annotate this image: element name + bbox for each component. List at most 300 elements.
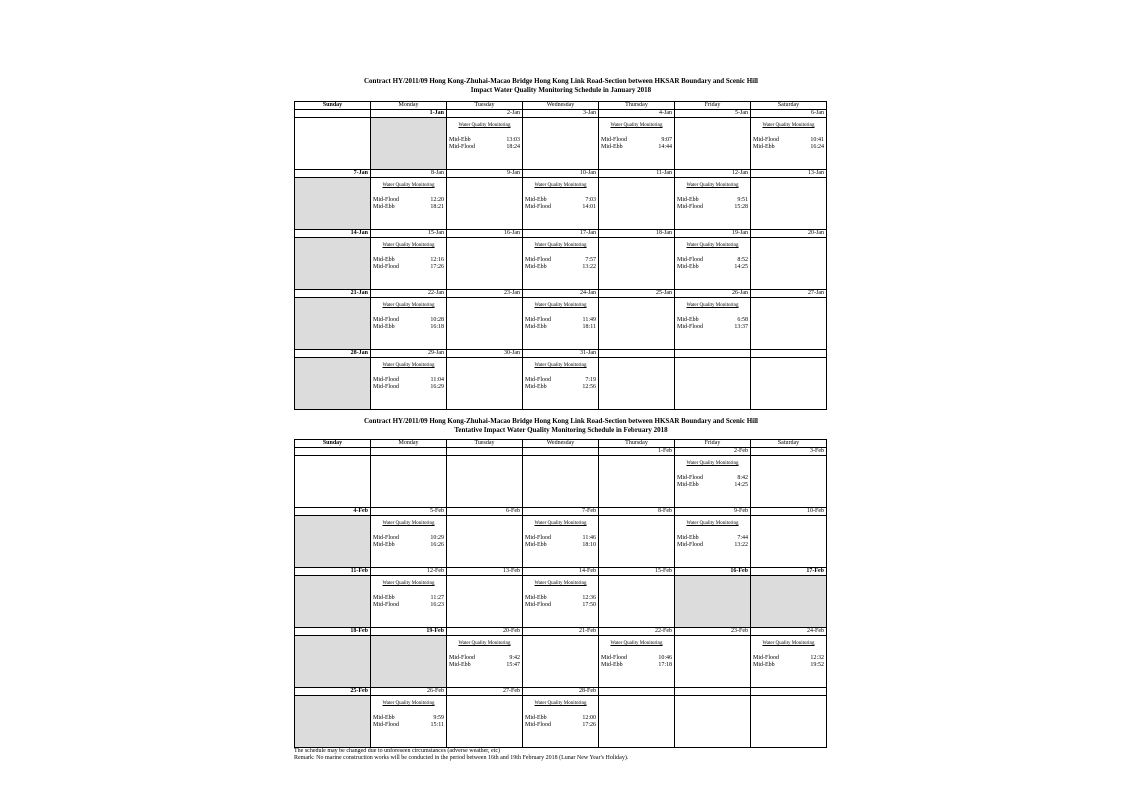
schedule-cell (675, 516, 751, 568)
schedule-notes (294, 748, 628, 762)
date-cell: 5-Feb (371, 508, 447, 516)
tide-phase: Mid-Ebb (677, 482, 699, 488)
date-cell: 29-Jan (371, 350, 447, 358)
schedule-cell (295, 636, 371, 688)
date-cell (371, 448, 447, 456)
schedule-cell (751, 118, 827, 170)
tide-time: 15:28 (734, 204, 748, 210)
header-row (295, 440, 827, 448)
day-header: Wednesday (523, 440, 599, 448)
tide-phase: Mid-Flood (449, 144, 476, 150)
tide-time: 14:25 (734, 482, 748, 488)
date-cell: 14-Jan (295, 230, 371, 238)
tide-row (677, 482, 748, 489)
schedule-cell (523, 298, 599, 350)
schedule-cell (599, 516, 675, 568)
date-cell: 22-Jan (371, 290, 447, 298)
schedule-cell (523, 178, 599, 230)
date-cell: 1-Feb (599, 448, 675, 456)
date-cell: 27-Jan (751, 290, 827, 298)
date-cell: 8-Jan (371, 170, 447, 178)
schedule-cell (675, 238, 751, 290)
tide-phase: Mid-Ebb (525, 715, 547, 721)
tide-row (373, 535, 444, 542)
jan-title-line2: Impact Water Quality Monitoring Schedule in January 2018 (470, 86, 652, 94)
schedule-cell (675, 358, 751, 410)
tide-time: 17:50 (582, 602, 596, 608)
schedule-cell (523, 358, 599, 410)
schedule-cell (371, 298, 447, 350)
tide-phase: Mid-Flood (373, 197, 400, 203)
schedule-cell (599, 118, 675, 170)
tide-row (373, 204, 444, 211)
tide-phase: Mid-Flood (373, 264, 400, 270)
date-cell: 15-Feb (599, 568, 675, 576)
tide-phase: Mid-Ebb (373, 542, 395, 548)
tide-row (677, 324, 748, 331)
schedule-cell (751, 636, 827, 688)
date-cell: 20-Feb (447, 628, 523, 636)
monitoring-label: Water Quality Monitoring (610, 641, 663, 646)
date-cell: 2-Jan (447, 110, 523, 118)
tide-phase: Mid-Flood (677, 324, 704, 330)
date-cell: 17-Jan (523, 230, 599, 238)
monitoring-label: Water Quality Monitoring (686, 461, 739, 466)
date-cell: 11-Feb (295, 568, 371, 576)
schedule-cell (447, 636, 523, 688)
tide-phase: Mid-Flood (373, 535, 400, 541)
schedule-cell (447, 576, 523, 628)
schedule-cell (447, 118, 523, 170)
date-cell (295, 110, 371, 118)
date-cell: 4-Jan (599, 110, 675, 118)
monitoring-label: Water Quality Monitoring (610, 123, 663, 128)
date-cell: 6-Jan (751, 110, 827, 118)
tide-time: 12:16 (430, 257, 444, 263)
date-cell: 28-Feb (523, 688, 599, 696)
tide-time: 16:24 (810, 144, 824, 150)
january-calendar-table (294, 101, 827, 410)
tide-row (677, 197, 748, 204)
note-schedule-change: The schedule may be changed due to unforeseen circumstances (adverse weather, etc) (294, 748, 500, 754)
tide-phase: Mid-Flood (601, 137, 628, 143)
date-cell: 22-Feb (599, 628, 675, 636)
schedule-cell (523, 636, 599, 688)
monitoring-label: Water Quality Monitoring (458, 123, 511, 128)
jan-title (294, 77, 828, 95)
tide-row (373, 384, 444, 391)
date-row (295, 448, 827, 456)
tide-row (753, 662, 824, 669)
tide-phase: Mid-Flood (525, 377, 552, 383)
tide-time: 17:18 (658, 662, 672, 668)
date-cell (447, 448, 523, 456)
day-header: Monday (371, 102, 447, 110)
tide-row (525, 715, 596, 722)
schedule-cell (371, 178, 447, 230)
tide-row (677, 317, 748, 324)
tide-time: 10:41 (810, 137, 824, 143)
tide-time: 16:18 (430, 324, 444, 330)
tide-time: 13:03 (506, 137, 520, 143)
tide-phase: Mid-Ebb (373, 715, 395, 721)
schedule-cell (599, 636, 675, 688)
tide-time: 13:22 (582, 264, 596, 270)
date-cell: 15-Jan (371, 230, 447, 238)
day-header: Saturday (751, 102, 827, 110)
schedule-row (295, 358, 827, 410)
schedule-cell (751, 358, 827, 410)
schedule-cell (599, 576, 675, 628)
monitoring-label: Water Quality Monitoring (534, 303, 587, 308)
schedule-cell (371, 238, 447, 290)
tide-time: 18:11 (582, 324, 596, 330)
date-row (295, 170, 827, 178)
schedule-cell (599, 358, 675, 410)
date-row (295, 568, 827, 576)
date-cell: 31-Jan (523, 350, 599, 358)
tide-time: 11:46 (582, 535, 596, 541)
tide-row (525, 384, 596, 391)
tide-time: 15:47 (506, 662, 520, 668)
tide-time: 9:51 (737, 197, 748, 203)
tide-row (601, 144, 672, 151)
schedule-cell (447, 696, 523, 748)
schedule-cell (295, 576, 371, 628)
date-cell: 25-Jan (599, 290, 675, 298)
tide-phase: Mid-Flood (373, 384, 400, 390)
tide-row (677, 475, 748, 482)
schedule-cell (599, 696, 675, 748)
tide-phase: Mid-Flood (525, 722, 552, 728)
tide-phase: Mid-Ebb (601, 144, 623, 150)
tide-phase: Mid-Flood (525, 257, 552, 263)
tide-row (373, 264, 444, 271)
tide-time: 17:26 (430, 264, 444, 270)
date-cell: 13-Feb (447, 568, 523, 576)
schedule-row (295, 696, 827, 748)
schedule-row (295, 456, 827, 508)
tide-phase: Mid-Flood (525, 535, 552, 541)
tide-time: 14:44 (658, 144, 672, 150)
tide-time: 18:21 (430, 204, 444, 210)
tide-phase: Mid-Flood (373, 602, 400, 608)
tide-row (373, 722, 444, 729)
tide-phase: Mid-Ebb (449, 137, 471, 143)
tide-row (525, 595, 596, 602)
date-row (295, 230, 827, 238)
schedule-cell (523, 516, 599, 568)
tide-row (373, 542, 444, 549)
date-cell: 21-Jan (295, 290, 371, 298)
date-cell: 27-Feb (447, 688, 523, 696)
tide-phase: Mid-Flood (449, 655, 476, 661)
tide-row (677, 264, 748, 271)
date-cell: 26-Jan (675, 290, 751, 298)
tide-phase: Mid-Ebb (677, 535, 699, 541)
date-cell: 24-Feb (751, 628, 827, 636)
schedule-cell (675, 636, 751, 688)
day-header: Tuesday (447, 102, 523, 110)
date-cell: 13-Jan (751, 170, 827, 178)
tide-phase: Mid-Ebb (525, 264, 547, 270)
schedule-cell (751, 298, 827, 350)
tide-time: 12:36 (582, 595, 596, 601)
date-cell: 24-Jan (523, 290, 599, 298)
tide-row (525, 264, 596, 271)
tide-phase: Mid-Ebb (753, 144, 775, 150)
date-cell (751, 350, 827, 358)
tide-time: 10:46 (658, 655, 672, 661)
date-cell (675, 688, 751, 696)
tide-row (373, 197, 444, 204)
schedule-cell (751, 178, 827, 230)
tide-phase: Mid-Ebb (525, 324, 547, 330)
date-cell: 10-Jan (523, 170, 599, 178)
date-cell: 20-Jan (751, 230, 827, 238)
tide-row (373, 324, 444, 331)
tide-row (525, 535, 596, 542)
date-cell: 17-Feb (751, 568, 827, 576)
day-header: Friday (675, 102, 751, 110)
schedule-cell (447, 178, 523, 230)
tide-row (677, 204, 748, 211)
tide-row (525, 317, 596, 324)
day-header: Monday (371, 440, 447, 448)
tide-time: 9:59 (433, 715, 444, 721)
tide-time: 13:22 (734, 542, 748, 548)
schedule-cell (599, 238, 675, 290)
day-header: Friday (675, 440, 751, 448)
date-cell (295, 448, 371, 456)
tide-time: 8:42 (737, 475, 748, 481)
date-cell: 2-Feb (675, 448, 751, 456)
monitoring-label: Water Quality Monitoring (382, 303, 435, 308)
tide-row (525, 377, 596, 384)
tide-time: 7:19 (585, 377, 596, 383)
tide-time: 12:32 (810, 655, 824, 661)
tide-phase: Mid-Ebb (373, 324, 395, 330)
tide-time: 8:52 (737, 257, 748, 263)
tide-row (449, 662, 520, 669)
tide-phase: Mid-Flood (373, 317, 400, 323)
date-cell: 10-Feb (751, 508, 827, 516)
note-remark: Remark: No marine construction works will be conducted in the period between 16th and 19th February 2018 (Lunar New Year's Holiday). (294, 755, 629, 761)
schedule-cell (371, 358, 447, 410)
tide-time: 10:28 (430, 317, 444, 323)
date-cell: 21-Feb (523, 628, 599, 636)
date-cell: 3-Jan (523, 110, 599, 118)
tide-phase: Mid-Flood (677, 542, 704, 548)
day-header: Sunday (295, 440, 371, 448)
date-row (295, 350, 827, 358)
schedule-cell (599, 456, 675, 508)
schedule-row (295, 576, 827, 628)
schedule-cell (751, 516, 827, 568)
date-cell: 23-Jan (447, 290, 523, 298)
monitoring-label: Water Quality Monitoring (382, 521, 435, 526)
schedule-cell (675, 456, 751, 508)
tide-time: 13:37 (734, 324, 748, 330)
date-cell: 18-Feb (295, 628, 371, 636)
monitoring-label: Water Quality Monitoring (534, 701, 587, 706)
schedule-cell (295, 178, 371, 230)
tide-time: 18:10 (582, 542, 596, 548)
feb-title-line1: Contract HY/2011/09 Hong Kong-Zhuhai-Macao Bridge Hong Kong Link Road-Section between HKSAR Boundary and Scenic Hill (364, 417, 758, 425)
tide-phase: Mid-Ebb (525, 384, 547, 390)
tide-row (373, 602, 444, 609)
tide-phase: Mid-Ebb (677, 317, 699, 323)
date-cell: 4-Feb (295, 508, 371, 516)
date-cell: 6-Feb (447, 508, 523, 516)
monitoring-label: Water Quality Monitoring (534, 363, 587, 368)
date-cell: 23-Feb (675, 628, 751, 636)
tide-row (373, 317, 444, 324)
tide-phase: Mid-Ebb (677, 197, 699, 203)
schedule-cell (371, 696, 447, 748)
tide-phase: Mid-Flood (601, 655, 628, 661)
tide-row (677, 535, 748, 542)
monitoring-label: Water Quality Monitoring (762, 641, 815, 646)
schedule-cell (675, 696, 751, 748)
tide-row (753, 137, 824, 144)
monitoring-label: Water Quality Monitoring (382, 183, 435, 188)
tide-row (525, 722, 596, 729)
tide-time: 14:25 (734, 264, 748, 270)
schedule-cell (295, 298, 371, 350)
schedule-cell (371, 576, 447, 628)
date-cell: 19-Feb (371, 628, 447, 636)
date-row (295, 628, 827, 636)
monitoring-label: Water Quality Monitoring (534, 581, 587, 586)
date-row (295, 508, 827, 516)
feb-title-line2: Tentative Impact Water Quality Monitoring Schedule in February 2018 (454, 426, 668, 434)
tide-phase: Mid-Flood (677, 257, 704, 263)
date-cell: 9-Feb (675, 508, 751, 516)
tide-time: 17:26 (582, 722, 596, 728)
schedule-cell (523, 456, 599, 508)
schedule-cell (295, 358, 371, 410)
tide-time: 7:57 (585, 257, 596, 263)
schedule-cell (751, 238, 827, 290)
tide-time: 11:04 (430, 377, 444, 383)
tide-phase: Mid-Flood (525, 317, 552, 323)
monitoring-label: Water Quality Monitoring (686, 303, 739, 308)
monitoring-label: Water Quality Monitoring (534, 183, 587, 188)
day-header: Sunday (295, 102, 371, 110)
tide-time: 6:58 (737, 317, 748, 323)
schedule-cell (295, 456, 371, 508)
tide-row (525, 602, 596, 609)
schedule-cell (295, 238, 371, 290)
tide-row (677, 257, 748, 264)
tide-row (601, 137, 672, 144)
schedule-cell (751, 696, 827, 748)
monitoring-label: Water Quality Monitoring (686, 521, 739, 526)
date-cell: 12-Jan (675, 170, 751, 178)
schedule-cell (447, 298, 523, 350)
date-cell: 26-Feb (371, 688, 447, 696)
schedule-cell (675, 118, 751, 170)
schedule-row (295, 298, 827, 350)
tide-row (449, 137, 520, 144)
date-cell (523, 448, 599, 456)
schedule-row (295, 178, 827, 230)
tide-phase: Mid-Flood (525, 204, 552, 210)
date-cell: 25-Feb (295, 688, 371, 696)
tide-row (677, 542, 748, 549)
date-cell: 5-Jan (675, 110, 751, 118)
monitoring-label: Water Quality Monitoring (458, 641, 511, 646)
date-cell: 16-Jan (447, 230, 523, 238)
tide-row (601, 662, 672, 669)
schedule-cell (371, 636, 447, 688)
tide-row (373, 257, 444, 264)
schedule-cell (523, 238, 599, 290)
monitoring-label: Water Quality Monitoring (686, 243, 739, 248)
tide-row (601, 655, 672, 662)
date-cell: 11-Jan (599, 170, 675, 178)
tide-row (449, 655, 520, 662)
tide-phase: Mid-Ebb (525, 197, 547, 203)
schedule-cell (675, 576, 751, 628)
schedule-cell (295, 118, 371, 170)
monitoring-label: Water Quality Monitoring (382, 243, 435, 248)
date-cell: 30-Jan (447, 350, 523, 358)
tide-time: 16:29 (430, 384, 444, 390)
schedule-row (295, 636, 827, 688)
date-cell: 1-Jan (371, 110, 447, 118)
date-cell (599, 350, 675, 358)
tide-phase: Mid-Ebb (373, 595, 395, 601)
date-cell (599, 688, 675, 696)
tide-time: 9:07 (661, 137, 672, 143)
tide-row (373, 715, 444, 722)
tide-phase: Mid-Flood (753, 137, 780, 143)
date-row (295, 110, 827, 118)
monitoring-label: Water Quality Monitoring (762, 123, 815, 128)
date-cell: 12-Feb (371, 568, 447, 576)
tide-time: 9:42 (509, 655, 520, 661)
schedule-cell (751, 576, 827, 628)
day-header: Thursday (599, 440, 675, 448)
tide-row (753, 655, 824, 662)
monitoring-label: Water Quality Monitoring (534, 521, 587, 526)
tide-row (525, 197, 596, 204)
date-cell: 28-Jan (295, 350, 371, 358)
tide-row (525, 257, 596, 264)
tide-phase: Mid-Flood (753, 655, 780, 661)
monitoring-label: Water Quality Monitoring (382, 581, 435, 586)
date-cell: 18-Jan (599, 230, 675, 238)
tide-row (373, 377, 444, 384)
schedule-cell (599, 178, 675, 230)
schedule-row (295, 238, 827, 290)
tide-row (449, 144, 520, 151)
tide-phase: Mid-Ebb (373, 257, 395, 263)
schedule-cell (447, 516, 523, 568)
schedule-cell (447, 358, 523, 410)
tide-phase: Mid-Flood (677, 475, 704, 481)
tide-row (373, 595, 444, 602)
date-row (295, 688, 827, 696)
day-header: Saturday (751, 440, 827, 448)
monitoring-label: Water Quality Monitoring (382, 701, 435, 706)
schedule-cell (371, 118, 447, 170)
schedule-cell (523, 118, 599, 170)
day-header: Thursday (599, 102, 675, 110)
tide-phase: Mid-Ebb (601, 662, 623, 668)
